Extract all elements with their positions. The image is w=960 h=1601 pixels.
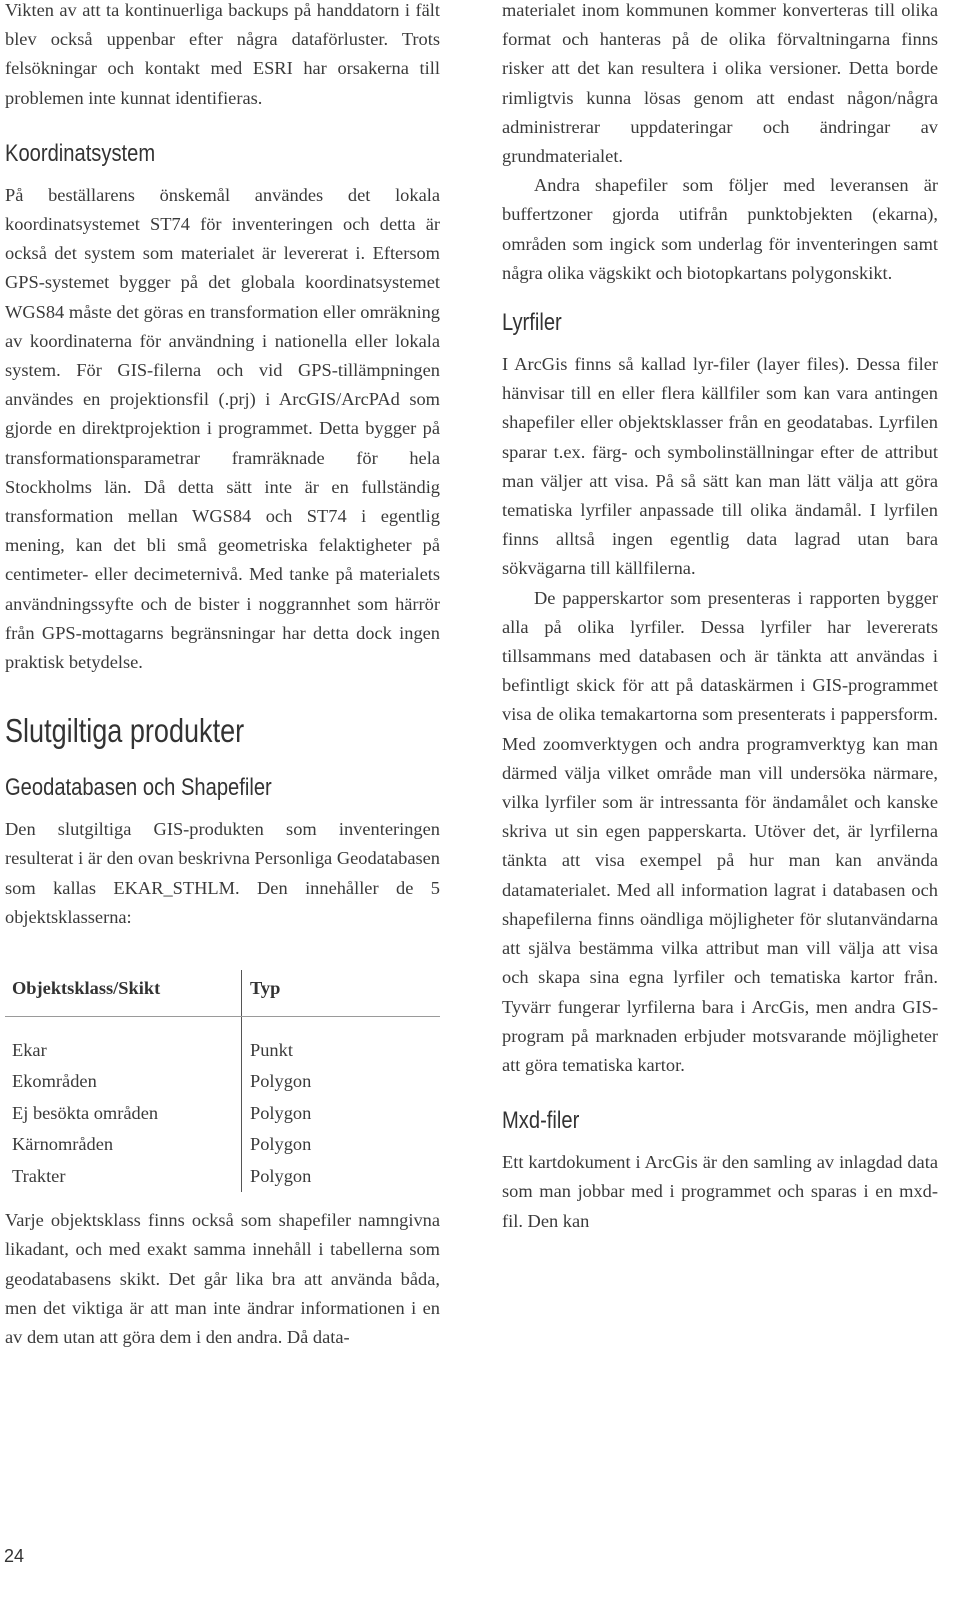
table-row — [5, 1098, 440, 1129]
paragraph-papperskartor: De papperskartor som presenteras i rapporten bygger alla på olika lyrfiler. Dessa lyrfiler har levererats tillsammans med databasen och är tänkta att användas i befintligt skick för att på dataskärmen i GIS-programmet visa de olika temakartorna som presenterats i pappersform. Med zoomverktygen och andra programverktyg kan man därmed välja vilket område man vill undersöka närmare, vilka lyrfiler som är intressanta för ändamålet och kanske skriva ut sin egen papperskarta. Utöver det, är lyrfilerna tänkta att visa exempel på hur man kan använda datamaterialet. Med all information lagrat i databasen och shapefilerna finns oändliga möjligheter för slutanvändarna att själva bestämma vilka attribut man vill välja att visa och skapa sina egna lyrfiler och tematiska kartor från. Tyvärr fungerar lyrfilerna bara i ArcGis, men andra GIS-program på marknaden erbjuder motsvarande möjligheter att göra tematiska kartor. — [502, 587, 938, 1075]
objektsklass-table — [5, 970, 440, 1192]
table-spacer — [5, 1017, 440, 1036]
paragraph-materialet: materialet inom kommunen kommer konverteras till olika format och hanteras på de olika förvaltningarna finns risker att det kan resultera i olika versioner. Detta borde rimligtvis kunna lösas genom att endast någon/några administrerar uppdateringar och ändringar av grundmaterialet. — [502, 0, 938, 167]
paragraph-lyrfiler: I ArcGis finns så kallad lyr-filer (layer files). Dessa filer hänvisar till en eller flera källfiler som kan vara antingen shapefiler eller objektsklasser från en geodatabas. Lyrfilen sparar t.ex. färg- och symbolinställningar efter de attribut man väljer att visa. På så sätt kan man lätt välja att göra tematiska lyrfiler anpassade till olika ändamål. I lyrfilen finns alltså ingen egentlig data lagrad utan bara sökvägarna till källfilerna. — [502, 354, 938, 579]
table-header-objektsklass: Objektsklass/Skikt — [5, 970, 242, 1017]
heading-lyrfiler: Lyrfiler — [502, 309, 562, 337]
table-cell: Ekområden — [12, 1071, 97, 1092]
table-row — [5, 1129, 440, 1160]
table-cell: Polygon — [242, 1161, 441, 1192]
table-cell: Ekar — [12, 1040, 47, 1061]
paragraph-shapefiler: Varje objektsklass finns också som shapefiler namngivna likadant, och med exakt samma innehåll i tabellerna som geodatabasens skikt. Det går lika bra att använda båda, men det viktiga är att man inte ändrar informationen i en av dem utan att göra dem i den andra. Då data- — [5, 1210, 440, 1347]
heading-slutgiltiga-produkter: Slutgiltiga produkter — [5, 712, 245, 750]
paragraph-backups: Vikten av att ta kontinuerliga backups på handdatorn i fält blev också uppenbar efter några dataförluster. Trots felsökningar och kontakt med ESRI har orsakerna till problemen inte kunnat identifieras. — [5, 0, 440, 108]
table-header-row — [5, 970, 440, 1017]
table-cell: Kärnområden — [12, 1134, 114, 1155]
table-cell: Ej besökta områden — [12, 1102, 159, 1123]
right-column — [502, 0, 938, 1236]
paragraph-mxd: Ett kartdokument i ArcGis är den samling av inlagdad data som man jobbar med i programmet och sparas i en mxd-fil. Den kan — [502, 1152, 938, 1231]
table-row — [5, 1066, 440, 1097]
page-number: 24 — [4, 1546, 25, 1566]
table-row — [5, 1035, 440, 1066]
table-cell: Punkt — [242, 1035, 441, 1066]
heading-koordinatsystem: Koordinatsystem — [5, 139, 156, 167]
table-row — [5, 1161, 440, 1192]
table-cell: Polygon — [242, 1098, 441, 1129]
paragraph-andra-shapefiler: Andra shapefiler som följer med leveransen är buffertzoner gjorda utifrån punktobjekten (ekarna), områden som ingick som underlag för inventeringen samt några olika vägskikt och biotopkartans polygonskikt. — [502, 175, 938, 283]
table-cell: Polygon — [242, 1129, 441, 1160]
paragraph-koordinatsystem: På beställarens önskemål användes det lokala koordinatsystemet ST74 för inventeringen och detta är också det system som materialet är levererat i. Eftersom GPS-systemet bygger på det globala koordinatsystemet WGS84 måste det göras en transformation eller omräkning av koordinaterna för användning i nationella eller lokala system. För GIS-filerna och vid GPS-tillämpningen användes en projektionsfil (.prj) i ArcGIS/ArcPAd som gjorde en direktprojektion i programmet. Detta bygger på transformationsparametrar framräknade för hela Stockholms län. Då detta sätt inte är en fullständig transformation mellan WGS84 och ST74 i egentlig mening, kan det bli små geometriska felaktigheter på centimeter- eller decimeternivå. Med tanke på materialets användningssyfte och de bister i noggrannhet som härrör från GPS-mottagarns begränsningar har detta dock ingen praktisk betydelse. — [5, 184, 440, 673]
table-header-typ: Typ — [242, 970, 441, 1017]
paragraph-geodatabasen: Den slutgiltiga GIS-produkten som inventeringen resulterat i är den ovan beskrivna Personliga Geodatabasen som kallas EKAR_STHLM. Den innehåller de 5 objektsklasserna: — [5, 819, 440, 927]
heading-geodatabasen: Geodatabasen och Shapefiler — [5, 774, 272, 802]
table-cell: Trakter — [12, 1165, 66, 1186]
heading-mxd-filer: Mxd-filer — [502, 1107, 580, 1135]
left-column — [5, 0, 440, 1352]
table-cell: Polygon — [242, 1066, 441, 1097]
